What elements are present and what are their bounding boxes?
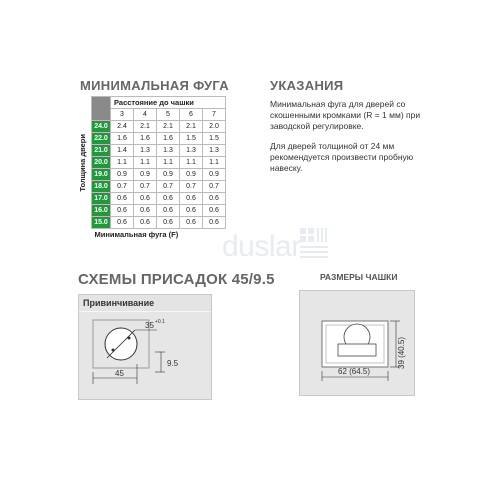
table-cell: 1.3 (180, 145, 203, 157)
table-cell: 0.9 (203, 169, 226, 181)
cup-diagram (300, 291, 414, 395)
dim-35-tolerance: +0.1 (155, 319, 165, 325)
row-thickness: 24.0 (92, 121, 111, 133)
table-cell: 0.6 (134, 205, 157, 217)
table-row (78, 193, 226, 205)
table-cell: 0.6 (157, 217, 180, 229)
table-cell: 0.6 (180, 217, 203, 229)
dim-45-label: 45 (115, 369, 124, 378)
table-cell: 1.6 (111, 133, 134, 145)
drilling-title: СХЕМЫ ПРИСАДОК 45/9.5 (78, 271, 275, 288)
thickness-axis-cell (78, 97, 92, 229)
watermark-text: duslar (222, 230, 301, 263)
row-thickness: 22.0 (92, 133, 111, 145)
row-thickness: 21.0 (92, 145, 111, 157)
column-header: 4 (134, 109, 157, 121)
table-cell: 0.7 (157, 181, 180, 193)
table-cell: 1.1 (111, 157, 134, 169)
table-cell: 1.4 (111, 145, 134, 157)
table-cell: 0.6 (111, 217, 134, 229)
min-gap-table (78, 96, 226, 240)
table-cell: 1.6 (157, 133, 180, 145)
table-cell: 0.6 (134, 193, 157, 205)
table-cell: 0.6 (157, 205, 180, 217)
table-cell: 0.6 (203, 193, 226, 205)
screw-hole-2 (128, 337, 131, 340)
drilling-diagram (79, 312, 211, 399)
table-cell: 0.6 (180, 205, 203, 217)
table-row (78, 157, 226, 169)
watermark (222, 222, 332, 272)
table-cell: 0.6 (111, 193, 134, 205)
table-cell: 1.3 (134, 145, 157, 157)
screw-hole-1 (112, 349, 115, 352)
table-row (78, 169, 226, 181)
table-cell: 0.9 (111, 169, 134, 181)
row-thickness: 15.0 (92, 217, 111, 229)
column-header: 7 (203, 109, 226, 121)
notes-paragraph-2: Для дверей толщиной от 24 мм рекомендуется произвести пробную навеску. (270, 141, 414, 173)
cup-width-label: 62 (64.5) (338, 367, 371, 376)
table-cell: 0.6 (203, 205, 226, 217)
table-cell: 1.5 (180, 133, 203, 145)
table-cell: 1.1 (134, 157, 157, 169)
table-row (78, 217, 226, 229)
cup-title: РАЗМЕРЫ ЧАШКИ (320, 272, 398, 282)
drilling-panel-title: Привинчивание (79, 295, 211, 311)
table-row (78, 181, 226, 193)
table-cell: 1.3 (157, 145, 180, 157)
min-gap-table-wrap (78, 96, 226, 240)
table-cell: 1.3 (203, 145, 226, 157)
footer-spacer (78, 229, 92, 241)
table-cell: 0.7 (111, 181, 134, 193)
table-row (78, 133, 226, 145)
table-cell: 0.7 (180, 181, 203, 193)
row-thickness: 16.0 (92, 205, 111, 217)
column-header: 3 (111, 109, 134, 121)
row-thickness: 18.0 (92, 181, 111, 193)
thickness-label: Толщина двери (78, 133, 87, 192)
table-cell: 0.7 (203, 181, 226, 193)
table-cell: 0.6 (111, 205, 134, 217)
dim-95-label: 9.5 (167, 359, 179, 368)
table-cell: 0.6 (134, 217, 157, 229)
table-cell: 0.9 (134, 169, 157, 181)
column-header: 5 (157, 109, 180, 121)
table-cell: 1.1 (203, 157, 226, 169)
distance-label: Расстояние до чашки (111, 97, 226, 109)
table-row (78, 205, 226, 217)
table-cell: 2.1 (157, 121, 180, 133)
drilling-panel (78, 294, 212, 400)
row-thickness: 17.0 (92, 193, 111, 205)
table-row (78, 145, 226, 157)
watermark-logo-icon (300, 228, 330, 262)
cup-height-label: 39 (40.5) (397, 336, 406, 369)
table-cell: 0.9 (180, 169, 203, 181)
table-cell: 0.9 (157, 169, 180, 181)
table-cell: 1.6 (134, 133, 157, 145)
table-cell: 2.1 (180, 121, 203, 133)
dim-35-label: 35 (145, 321, 154, 330)
table-corner (92, 97, 111, 121)
table-row (78, 121, 226, 133)
row-thickness: 20.0 (92, 157, 111, 169)
table-footer: Минимальная фуга (F) (94, 230, 179, 239)
table-cell: 0.6 (180, 193, 203, 205)
table-cell: 1.1 (180, 157, 203, 169)
row-thickness: 19.0 (92, 169, 111, 181)
cup-panel (299, 290, 415, 396)
table-cell: 0.6 (157, 193, 180, 205)
table-cell: 1.5 (203, 133, 226, 145)
table-cell: 2.1 (134, 121, 157, 133)
column-header: 6 (180, 109, 203, 121)
min-gap-title: МИНИМАЛЬНАЯ ФУГА (80, 78, 229, 93)
table-cell: 0.7 (134, 181, 157, 193)
table-cell: 2.4 (111, 121, 134, 133)
table-cell: 2.0 (203, 121, 226, 133)
notes-title: УКАЗАНИЯ (270, 78, 344, 93)
notes-paragraph-1: Минимальная фуга для дверей со скошенными кромками (R = 1 мм) при заводской регулировке. (270, 99, 421, 131)
notes-body (270, 99, 445, 183)
table-cell: 1.1 (157, 157, 180, 169)
table-cell: 0.6 (203, 217, 226, 229)
